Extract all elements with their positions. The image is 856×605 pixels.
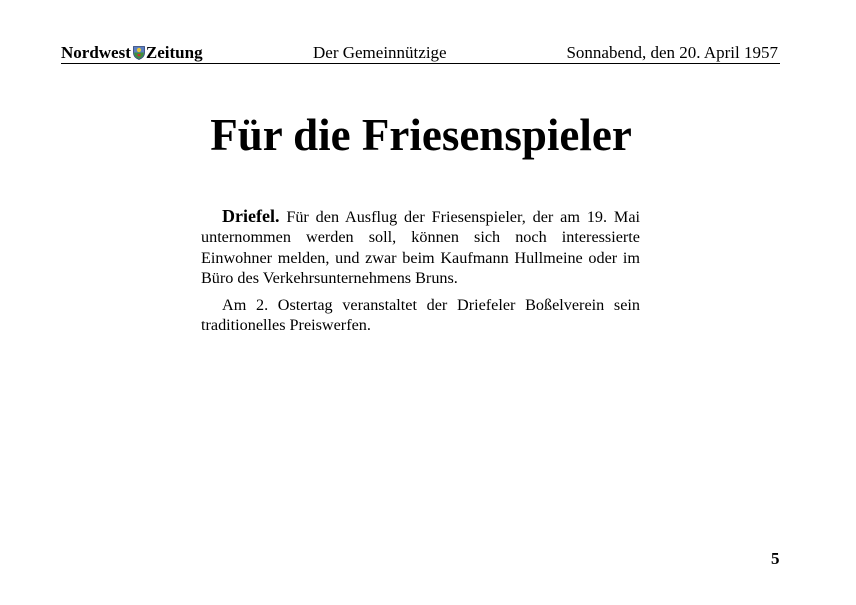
- masthead: [61, 43, 203, 65]
- article-dateline: Driefel.: [222, 206, 280, 226]
- paragraph-text: Für den Ausflug der Friesenspieler, der am 19. Mai unternommen werden soll, können sich noch interessierte Einwohner melden, und zwar beim Kaufmann Hullmeine oder im Büro des Verkehrsunternehmens Bruns.: [201, 208, 640, 288]
- article-body: [201, 206, 640, 341]
- article-paragraph: Am 2. Ostertag veranstaltet der Driefeler Boßelverein sein traditionelles Preiswerfen.: [201, 295, 640, 335]
- article-headline: Für die Friesenspieler: [210, 110, 632, 160]
- masthead-name-right: Zeitung: [145, 43, 203, 62]
- issue-date: Sonnabend, den 20. April 1957: [566, 43, 778, 62]
- newspaper-header: [61, 43, 780, 64]
- supplement-title: Der Gemeinnützige: [313, 43, 447, 62]
- masthead-name-left: Nordwest: [61, 43, 131, 62]
- coat-of-arms-icon: [133, 45, 145, 65]
- page-number: 5: [771, 549, 780, 568]
- article-paragraph: [201, 206, 640, 289]
